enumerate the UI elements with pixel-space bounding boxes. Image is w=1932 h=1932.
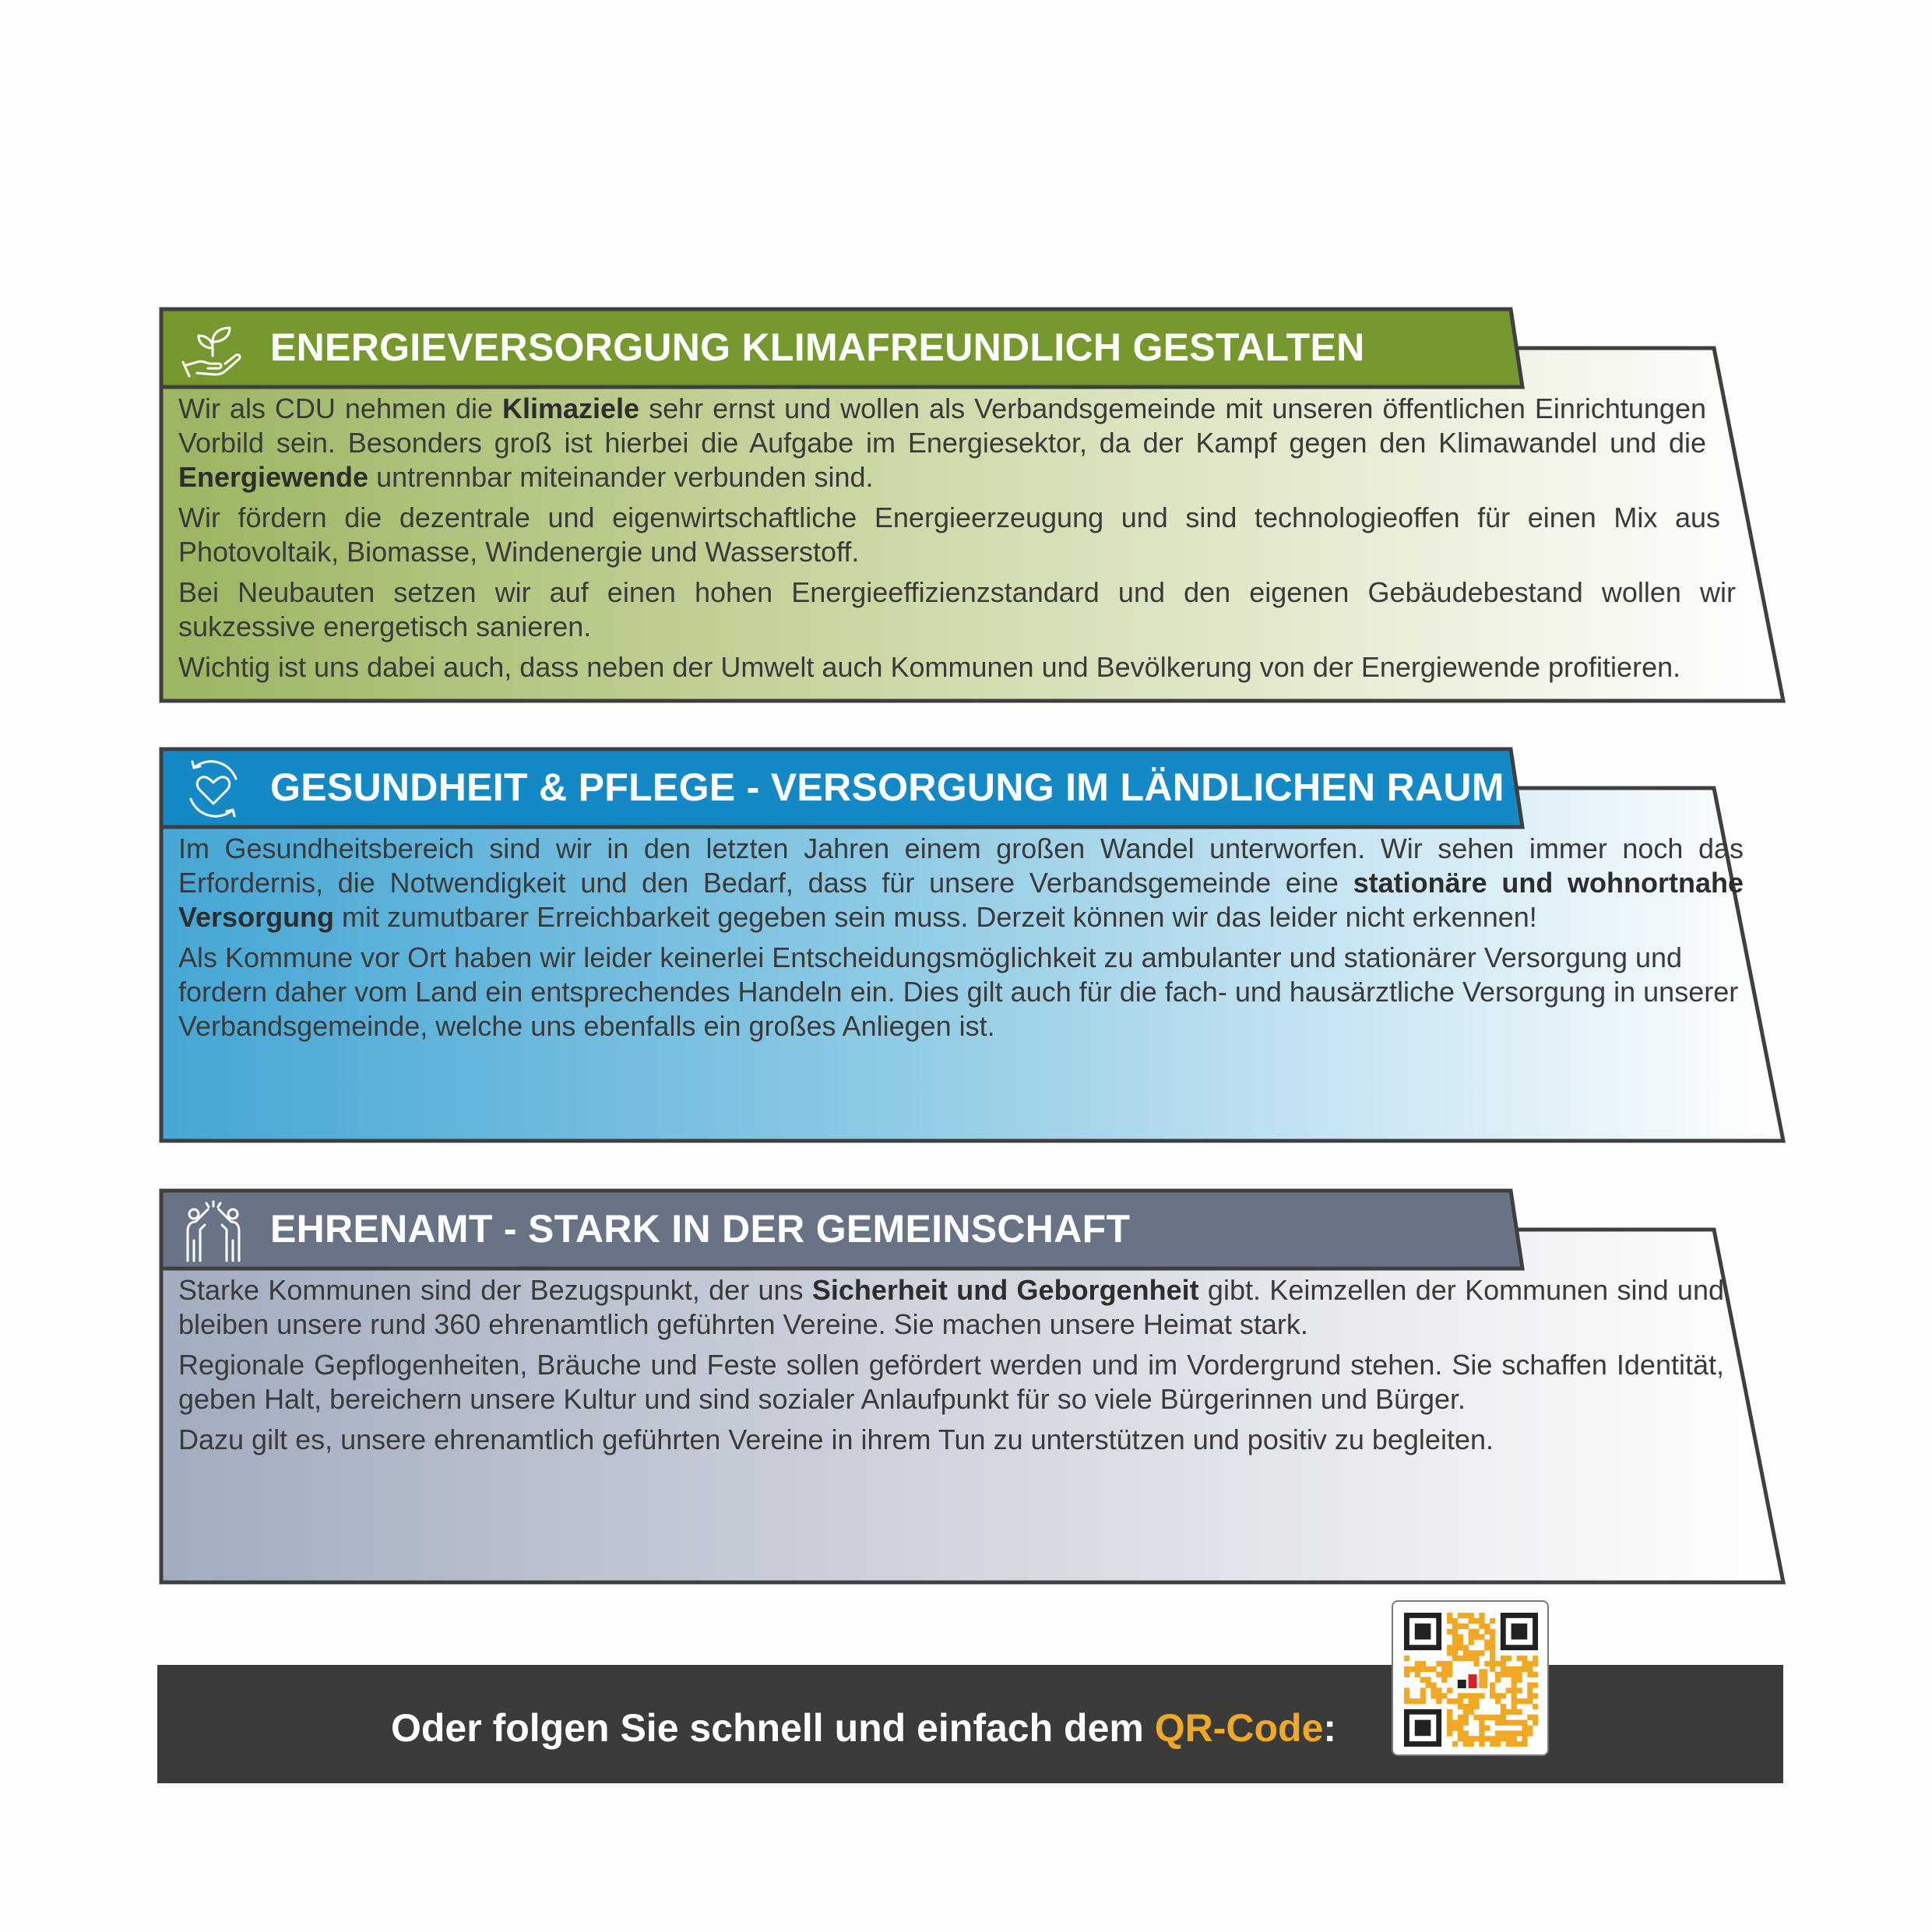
section-body (178, 392, 1775, 691)
plant-hand-icon (181, 317, 245, 381)
section-body (178, 832, 1744, 1050)
section-title: GESUNDHEIT & PFLEGE - VERSORGUNG IM LÄNDLICHEN RAUM (270, 765, 1504, 809)
text-run: Im Gesundheitsbereich sind wir in den letzten Jahren einem großen Wandel unterworfen. Wir sehen immer noch das Erfordernis, die Notwendigkeit und den Bedarf, dass für unsere Verbandsgemeinde eine (178, 832, 1744, 899)
text-run: untrennbar miteinander verbunden sind. (368, 461, 874, 493)
bold-text: Sicherheit und Geborgenheit (811, 1274, 1199, 1306)
text-run: Wir als CDU nehmen die (178, 392, 502, 424)
paragraph (178, 832, 1744, 934)
bold-text: stationäre und wohnortnahe Versorgung (178, 867, 1744, 933)
qr-code-icon (1404, 1613, 1538, 1747)
qr-code[interactable] (1392, 1600, 1549, 1756)
section-volunteering (160, 1189, 1787, 1586)
text-run: Als Kommune vor Ort haben wir leider keinerlei Entscheidungsmöglichkeit zu ambulanter und stationärer Versorgung und fordern daher vom Land ein entsprechendes Handeln ein. Dies gilt auch für die fach- und hausärztliche Versorgung in unserer Verbandsgemeinde, welche uns ebenfalls ein großes Anliegen ist. (178, 941, 1739, 1042)
section-body (178, 1273, 1724, 1463)
paragraph (178, 941, 1744, 1043)
paragraph (178, 575, 1736, 644)
qr-call-to-action (391, 1705, 1336, 1751)
bold-text: Energiewende (178, 461, 369, 493)
text-run: gibt. Keimzellen der Kommunen sind und bleiben unsere rund 360 ehrenamtlich geführten Vereine. Sie machen unsere Heimat stark. (178, 1274, 1724, 1340)
text-run: Wir fördern die dezentrale und eigenwirtschaftliche Energieerzeugung und sind technologieoffen für einen Mix aus Photovoltaik, Biomasse, Windenergie und Wasserstoff. (178, 501, 1720, 568)
cta-highlight: QR-Code (1154, 1706, 1324, 1750)
text-run: Wichtig ist uns dabei auch, dass neben der Umwelt auch Kommunen und Bevölkerung von der Energiewende profitieren. (178, 651, 1681, 683)
text-run: Starke Kommunen sind der Bezugspunkt, der uns (178, 1274, 812, 1306)
section-health (160, 748, 1787, 1145)
paragraph (178, 392, 1706, 494)
paragraph (178, 501, 1720, 569)
paragraph (178, 1273, 1724, 1342)
text-run: sehr ernst und wollen als Verbandsgemeinde mit unseren öffentlichen Einrichtungen Vorbild sein. Besonders groß ist hierbei die Aufgabe im Energiesektor, da der Kampf gegen den Klimawandel und die (178, 392, 1706, 459)
section-title: EHRENAMT - STARK IN DER GEMEINSCHAFT (270, 1207, 1131, 1251)
bold-text: Klimaziele (502, 392, 640, 424)
text-run: Regionale Gepflogenheiten, Bräuche und Feste sollen gefördert werden und im Vordergrund stehen. Sie schaffen Identität, geben Halt, bereichern unsere Kultur und sind sozialer Anlaufpunkt für so viele Bürgerinnen und Bürger. (178, 1349, 1724, 1415)
text-run: mit zumutbarer Erreichbarkeit gegeben sein muss. Derzeit können wir das leider nicht erkennen! (334, 901, 1537, 933)
paragraph (178, 650, 1775, 684)
section-title: ENERGIEVERSORGUNG KLIMAFREUNDLICH GESTALTEN (270, 326, 1365, 369)
text-run: Bei Neubauten setzen wir auf einen hohen Energieeffizienzstandard und den eigenen Gebäudebestand wollen wir sukzessive energetisch sanieren. (178, 576, 1736, 642)
paragraph (178, 1423, 1724, 1457)
people-high-five-icon (181, 1198, 245, 1262)
cta-text: Oder folgen Sie schnell und einfach dem (391, 1706, 1155, 1750)
cta-colon: : (1323, 1706, 1337, 1750)
text-run: Dazu gilt es, unsere ehrenamtlich geführten Vereine in ihrem Tun zu unterstützen und positiv zu begleiten. (178, 1423, 1494, 1455)
section-energy (160, 308, 1787, 705)
heart-circle-icon (181, 757, 245, 821)
paragraph (178, 1348, 1724, 1416)
